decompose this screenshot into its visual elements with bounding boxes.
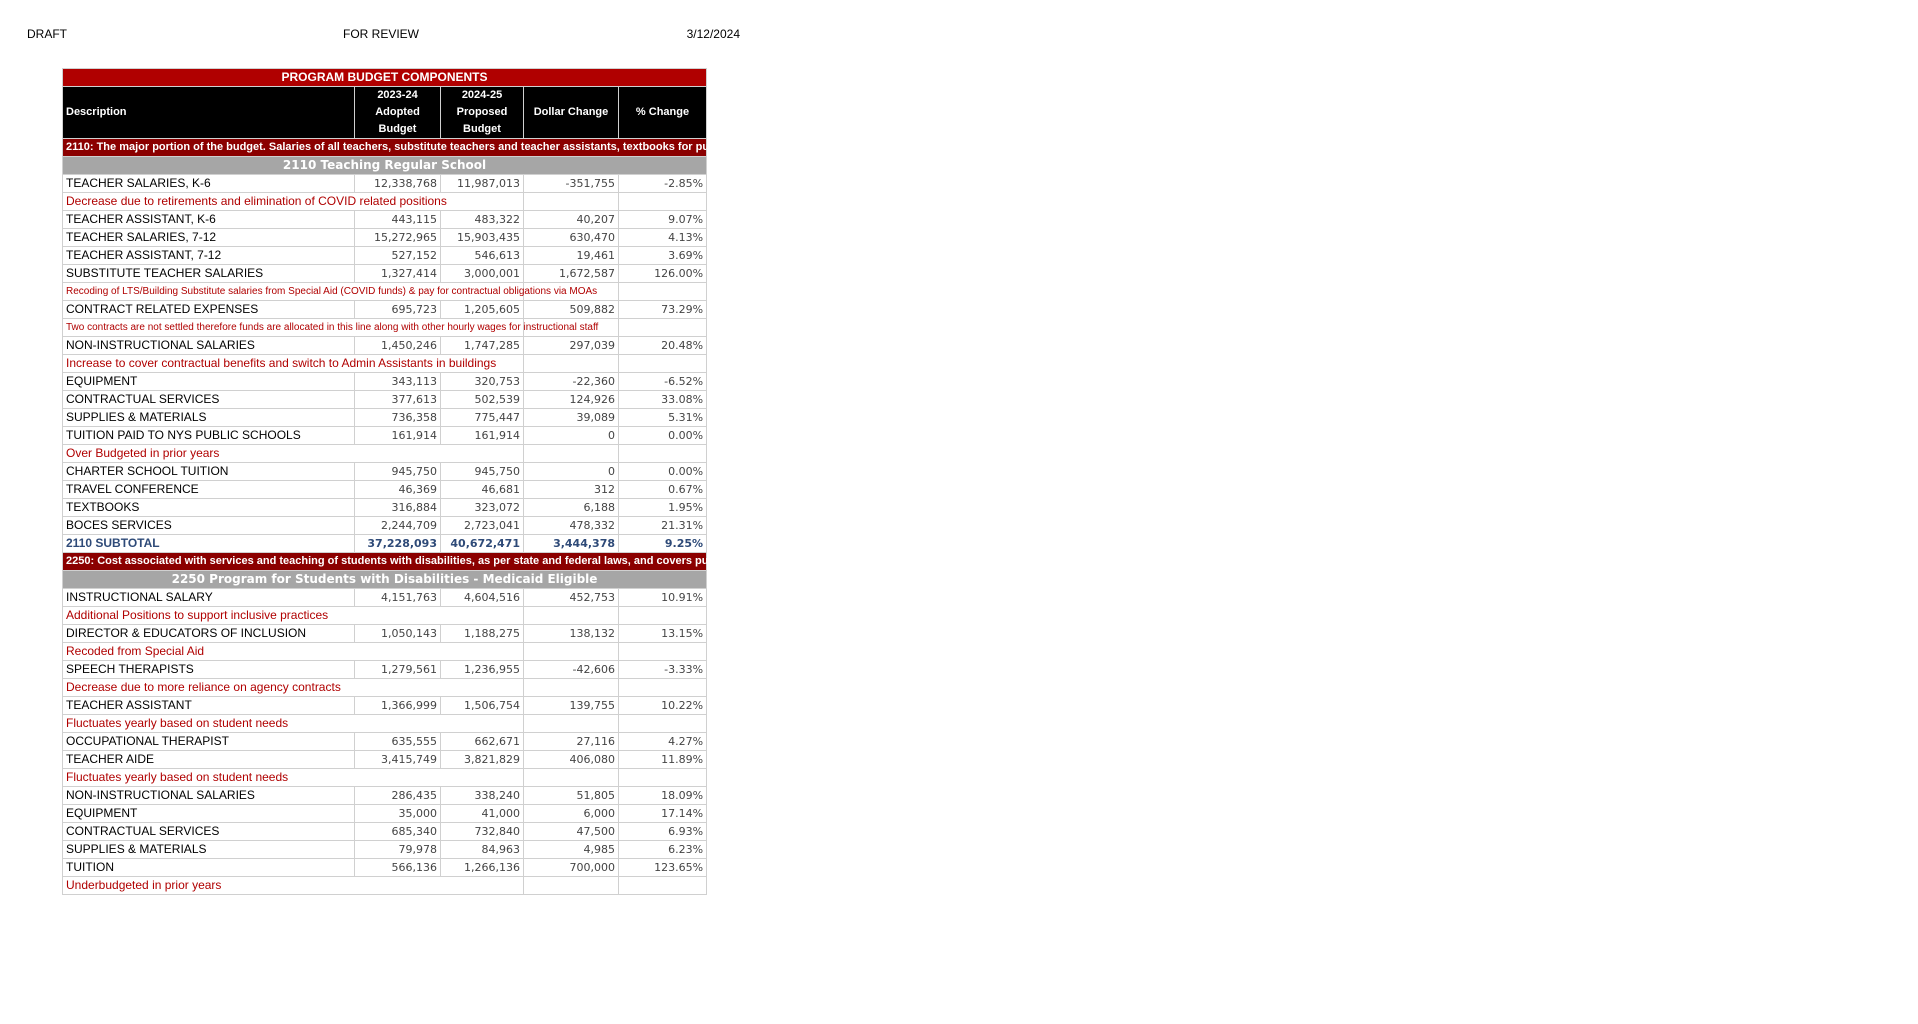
row-dollar: 124,926 — [524, 391, 619, 409]
empty-cell — [524, 877, 619, 895]
row-proposed: 1,506,754 — [441, 697, 524, 715]
note-text: Increase to cover contractual benefits and switch to Admin Assistants in buildings — [63, 355, 524, 373]
row-description: SUPPLIES & MATERIALS — [63, 409, 355, 427]
row-dollar: 27,116 — [524, 733, 619, 751]
note-text: Decrease due to more reliance on agency contracts — [63, 679, 524, 697]
row-description: TEXTBOOKS — [63, 499, 355, 517]
note-row — [63, 679, 707, 697]
row-description: TEACHER ASSISTANT, K-6 — [63, 211, 355, 229]
empty-cell — [524, 445, 619, 463]
table-row — [63, 463, 707, 481]
row-adopted: 945,750 — [355, 463, 441, 481]
page-header — [0, 27, 768, 43]
empty-cell — [619, 283, 707, 301]
note-text: Two contracts are not settled therefore funds are allocated in this line along with other hourly wages for instructional staff — [63, 319, 524, 337]
row-pct: -3.33% — [619, 661, 707, 679]
row-adopted: 685,340 — [355, 823, 441, 841]
note-text: Decrease due to retirements and elimination of COVID related positions — [63, 193, 524, 211]
row-dollar: 139,755 — [524, 697, 619, 715]
empty-cell — [619, 679, 707, 697]
row-dollar: -42,606 — [524, 661, 619, 679]
row-proposed: 1,188,275 — [441, 625, 524, 643]
row-dollar: 452,753 — [524, 589, 619, 607]
note-row — [63, 715, 707, 733]
note-text: Underbudgeted in prior years — [63, 877, 524, 895]
row-dollar: 3,444,378 — [524, 535, 619, 553]
row-adopted: 3,415,749 — [355, 751, 441, 769]
table-row — [63, 697, 707, 715]
empty-cell — [619, 769, 707, 787]
row-dollar: 312 — [524, 481, 619, 499]
table-row — [63, 661, 707, 679]
section-heading-row — [63, 157, 707, 175]
row-adopted: 1,327,414 — [355, 265, 441, 283]
note-row — [63, 607, 707, 625]
col-header-pct-change: % Change — [619, 87, 707, 139]
row-proposed: 1,266,136 — [441, 859, 524, 877]
row-pct: 4.13% — [619, 229, 707, 247]
row-proposed: 3,000,001 — [441, 265, 524, 283]
row-pct: 10.22% — [619, 697, 707, 715]
row-proposed: 732,840 — [441, 823, 524, 841]
row-description: TEACHER SALARIES, 7-12 — [63, 229, 355, 247]
row-proposed: 46,681 — [441, 481, 524, 499]
row-pct: 123.65% — [619, 859, 707, 877]
note-text: Recoding of LTS/Building Substitute salaries from Special Aid (COVID funds) & pay for contractual obligations via MOAs — [63, 283, 524, 301]
table-row — [63, 733, 707, 751]
empty-cell — [524, 679, 619, 697]
empty-cell — [524, 715, 619, 733]
table-row — [63, 409, 707, 427]
row-adopted: 35,000 — [355, 805, 441, 823]
row-description: TEACHER SALARIES, K-6 — [63, 175, 355, 193]
row-proposed: 2,723,041 — [441, 517, 524, 535]
review-label: FOR REVIEW — [343, 27, 420, 41]
row-dollar: 700,000 — [524, 859, 619, 877]
note-row — [63, 769, 707, 787]
table-row — [63, 481, 707, 499]
table-row — [63, 265, 707, 283]
row-dollar: -351,755 — [524, 175, 619, 193]
row-description: TEACHER AIDE — [63, 751, 355, 769]
row-dollar: 0 — [524, 463, 619, 481]
row-proposed: 662,671 — [441, 733, 524, 751]
row-pct: 13.15% — [619, 625, 707, 643]
row-pct: 126.00% — [619, 265, 707, 283]
row-dollar: 6,000 — [524, 805, 619, 823]
note-row — [63, 193, 707, 211]
col-header-description: Description — [63, 87, 355, 139]
row-proposed: 161,914 — [441, 427, 524, 445]
note-text: Fluctuates yearly based on student needs — [63, 769, 524, 787]
row-pct: -6.52% — [619, 373, 707, 391]
row-adopted: 635,555 — [355, 733, 441, 751]
row-pct: 10.91% — [619, 589, 707, 607]
row-pct: 17.14% — [619, 805, 707, 823]
row-pct: 33.08% — [619, 391, 707, 409]
row-description: TEACHER ASSISTANT — [63, 697, 355, 715]
row-dollar: 39,089 — [524, 409, 619, 427]
row-description: INSTRUCTIONAL SALARY — [63, 589, 355, 607]
table-row — [63, 247, 707, 265]
row-pct: 6.93% — [619, 823, 707, 841]
row-adopted: 527,152 — [355, 247, 441, 265]
row-proposed: 338,240 — [441, 787, 524, 805]
row-pct: 9.07% — [619, 211, 707, 229]
row-proposed: 1,205,605 — [441, 301, 524, 319]
row-dollar: 6,188 — [524, 499, 619, 517]
note-row — [63, 319, 707, 337]
row-dollar: 630,470 — [524, 229, 619, 247]
table-row — [63, 499, 707, 517]
table-row — [63, 175, 707, 193]
row-adopted: 566,136 — [355, 859, 441, 877]
row-pct: 9.25% — [619, 535, 707, 553]
row-description: CONTRACTUAL SERVICES — [63, 391, 355, 409]
row-adopted: 377,613 — [355, 391, 441, 409]
col-header-adopted: 2023-24 Adopted Budget — [355, 87, 441, 139]
row-adopted: 343,113 — [355, 373, 441, 391]
row-pct: 18.09% — [619, 787, 707, 805]
row-description: NON-INSTRUCTIONAL SALARIES — [63, 337, 355, 355]
row-adopted: 1,450,246 — [355, 337, 441, 355]
row-description: TUITION — [63, 859, 355, 877]
row-description: SPEECH THERAPISTS — [63, 661, 355, 679]
section-heading-row — [63, 571, 707, 589]
row-dollar: 47,500 — [524, 823, 619, 841]
row-adopted: 316,884 — [355, 499, 441, 517]
table-title: PROGRAM BUDGET COMPONENTS — [63, 69, 707, 87]
row-proposed: 40,672,471 — [441, 535, 524, 553]
row-adopted: 2,244,709 — [355, 517, 441, 535]
row-adopted: 286,435 — [355, 787, 441, 805]
row-dollar: 509,882 — [524, 301, 619, 319]
empty-cell — [524, 769, 619, 787]
note-row — [63, 877, 707, 895]
section-description-row — [63, 139, 707, 157]
empty-cell — [619, 445, 707, 463]
row-dollar: 51,805 — [524, 787, 619, 805]
table-row — [63, 517, 707, 535]
row-pct: 21.31% — [619, 517, 707, 535]
row-pct: 20.48% — [619, 337, 707, 355]
row-adopted: 695,723 — [355, 301, 441, 319]
row-adopted: 1,050,143 — [355, 625, 441, 643]
row-dollar: 478,332 — [524, 517, 619, 535]
row-pct: -2.85% — [619, 175, 707, 193]
col-header-dollar-change: Dollar Change — [524, 87, 619, 139]
row-dollar: 1,672,587 — [524, 265, 619, 283]
note-row — [63, 643, 707, 661]
row-adopted: 12,338,768 — [355, 175, 441, 193]
row-adopted: 37,228,093 — [355, 535, 441, 553]
row-proposed: 320,753 — [441, 373, 524, 391]
table-row — [63, 589, 707, 607]
table-row — [63, 625, 707, 643]
row-dollar: 297,039 — [524, 337, 619, 355]
row-description: TUITION PAID TO NYS PUBLIC SCHOOLS — [63, 427, 355, 445]
row-proposed: 945,750 — [441, 463, 524, 481]
section-description: 2110: The major portion of the budget. Salaries of all teachers, substitute teachers and teacher assistants, textbooks for public and private students, supplies, equipment, service contracts, district fine and performing arts programs, physical education, repairs and other mandated expenses. Includes Deans of Students, ENL, AIS, and Teacher In Reserve: — [63, 139, 707, 157]
table-row — [63, 301, 707, 319]
col-header-proposed: 2024-25 Proposed Budget — [441, 87, 524, 139]
row-dollar: 4,985 — [524, 841, 619, 859]
row-pct: 0.00% — [619, 463, 707, 481]
row-description: 2110 SUBTOTAL — [63, 535, 355, 553]
empty-cell — [524, 355, 619, 373]
column-header-row — [63, 87, 707, 139]
row-proposed: 483,322 — [441, 211, 524, 229]
row-proposed: 546,613 — [441, 247, 524, 265]
table-row — [63, 211, 707, 229]
row-pct: 73.29% — [619, 301, 707, 319]
row-adopted: 4,151,763 — [355, 589, 441, 607]
row-pct: 5.31% — [619, 409, 707, 427]
row-adopted: 1,279,561 — [355, 661, 441, 679]
note-row — [63, 445, 707, 463]
row-description: BOCES SERVICES — [63, 517, 355, 535]
row-proposed: 775,447 — [441, 409, 524, 427]
note-text: Fluctuates yearly based on student needs — [63, 715, 524, 733]
row-description: NON-INSTRUCTIONAL SALARIES — [63, 787, 355, 805]
row-proposed: 323,072 — [441, 499, 524, 517]
row-dollar: 40,207 — [524, 211, 619, 229]
row-pct: 0.00% — [619, 427, 707, 445]
date-label: 3/12/2024 — [686, 27, 740, 41]
row-description: CONTRACTUAL SERVICES — [63, 823, 355, 841]
row-pct: 0.67% — [619, 481, 707, 499]
row-pct: 11.89% — [619, 751, 707, 769]
row-dollar: 19,461 — [524, 247, 619, 265]
section-description-row — [63, 553, 707, 571]
section-heading: 2110 Teaching Regular School — [63, 157, 707, 175]
row-proposed: 15,903,435 — [441, 229, 524, 247]
row-description: TEACHER ASSISTANT, 7-12 — [63, 247, 355, 265]
row-description: TRAVEL CONFERENCE — [63, 481, 355, 499]
row-description: EQUIPMENT — [63, 373, 355, 391]
row-adopted: 443,115 — [355, 211, 441, 229]
row-proposed: 3,821,829 — [441, 751, 524, 769]
table-row — [63, 859, 707, 877]
row-proposed: 4,604,516 — [441, 589, 524, 607]
row-dollar: 138,132 — [524, 625, 619, 643]
table-row — [63, 823, 707, 841]
row-dollar: 406,080 — [524, 751, 619, 769]
empty-cell — [619, 607, 707, 625]
row-description: EQUIPMENT — [63, 805, 355, 823]
row-adopted: 1,366,999 — [355, 697, 441, 715]
row-description: CONTRACT RELATED EXPENSES — [63, 301, 355, 319]
empty-cell — [619, 877, 707, 895]
empty-cell — [524, 607, 619, 625]
section-heading: 2250 Program for Students with Disabilities - Medicaid Eligible — [63, 571, 707, 589]
table-row — [63, 841, 707, 859]
row-proposed: 11,987,013 — [441, 175, 524, 193]
row-pct: 6.23% — [619, 841, 707, 859]
row-description: CHARTER SCHOOL TUITION — [63, 463, 355, 481]
table-row — [63, 805, 707, 823]
table-row — [63, 427, 707, 445]
note-text: Recoded from Special Aid — [63, 643, 524, 661]
row-proposed: 41,000 — [441, 805, 524, 823]
row-dollar: -22,360 — [524, 373, 619, 391]
empty-cell — [524, 643, 619, 661]
budget-table — [62, 68, 1918, 895]
row-proposed: 1,236,955 — [441, 661, 524, 679]
subtotal-row — [63, 535, 707, 553]
table-row — [63, 391, 707, 409]
row-description: SUBSTITUTE TEACHER SALARIES — [63, 265, 355, 283]
row-description: OCCUPATIONAL THERAPIST — [63, 733, 355, 751]
row-description: SUPPLIES & MATERIALS — [63, 841, 355, 859]
table-row — [63, 787, 707, 805]
row-description: DIRECTOR & EDUCATORS OF INCLUSION — [63, 625, 355, 643]
empty-cell — [619, 715, 707, 733]
empty-cell — [524, 193, 619, 211]
draft-label: DRAFT — [27, 27, 67, 41]
row-adopted: 46,369 — [355, 481, 441, 499]
empty-cell — [619, 643, 707, 661]
row-pct: 1.95% — [619, 499, 707, 517]
section-description: 2250: Cost associated with services and teaching of students with disabilities, as per state and federal laws, and covers pupils placed out of the district, at BOCES as well as in the district. Includes salaries, out-of-district tuition, hearings and evaluations: — [63, 553, 707, 571]
row-proposed: 84,963 — [441, 841, 524, 859]
empty-cell — [619, 193, 707, 211]
table-row — [63, 751, 707, 769]
row-dollar: 0 — [524, 427, 619, 445]
row-pct: 3.69% — [619, 247, 707, 265]
table-title-row — [63, 69, 707, 87]
empty-cell — [619, 319, 707, 337]
row-pct: 4.27% — [619, 733, 707, 751]
note-row — [63, 283, 707, 301]
table-row — [63, 337, 707, 355]
note-row — [63, 355, 707, 373]
note-text: Additional Positions to support inclusive practices — [63, 607, 524, 625]
table-row — [63, 229, 707, 247]
empty-cell — [619, 355, 707, 373]
row-adopted: 736,358 — [355, 409, 441, 427]
row-proposed: 502,539 — [441, 391, 524, 409]
row-adopted: 15,272,965 — [355, 229, 441, 247]
note-text: Over Budgeted in prior years — [63, 445, 524, 463]
table-row — [63, 373, 707, 391]
row-proposed: 1,747,285 — [441, 337, 524, 355]
row-adopted: 161,914 — [355, 427, 441, 445]
row-adopted: 79,978 — [355, 841, 441, 859]
